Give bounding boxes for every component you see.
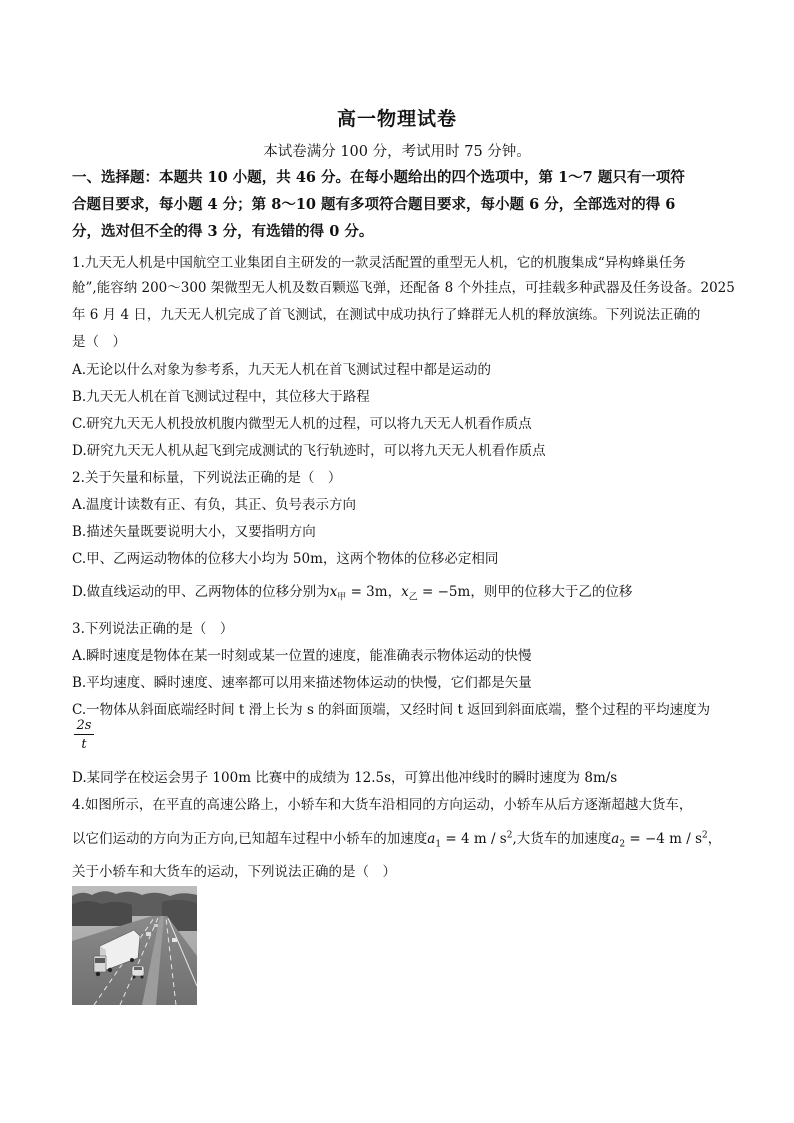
page-subtitle: 本试卷满分 100 分，考试用时 75 分钟。	[263, 144, 531, 160]
q1-stem-line-1: 1.九天无人机是中国航空工业集团自主研发的一款灵活配置的重型无人机，它的机腹集成“异构蜂巢任务	[72, 255, 686, 271]
q1-option-d: D.研究九天无人机从起飞到完成测试的飞行轨迹时，可以将九天无人机看作质点	[72, 443, 546, 459]
q2-option-d: D.做直线运动的甲、乙两物体的位移分别为$x_甲 = 3m$，$x_乙 = -5m$，则甲的位移大于乙的位移	[72, 584, 633, 603]
q2-option-c: C.甲、乙两运动物体的位移大小均为 50m，这两个物体的位移必定相同	[72, 551, 499, 567]
fraction-denominator: t	[81, 737, 87, 752]
q3-option-d: D.某同学在校运会男子 100m 比赛中的成绩为 12.5s，可算出他冲线时的瞬时速度为 8m/s	[72, 770, 618, 786]
q1-option-a: A.无论以什么对象为参考系，九天无人机在首飞测试过程中都是运动的	[72, 362, 492, 378]
fraction-numerator: 2s	[74, 718, 94, 735]
section-heading-line-2: 合题目要求，每小题 4 分；第 8～10 题有多项符合题目要求，每小题 6 分，全部选对的得 6	[72, 196, 676, 213]
q1-option-c: C.研究九天无人机投放机腹内微型无人机的过程，可以将九天无人机看作质点	[72, 416, 532, 432]
q4-stem-line-3: 关于小轿车和大货车的运动，下列说法正确的是（ ）	[72, 864, 396, 880]
section-heading-line-1: 一、选择题：本题共 10 小题，共 46 分。在每小题给出的四个选项中，第 1～7 题只有一项符	[72, 169, 685, 186]
q2-option-b: B.描述矢量既要说明大小，又要指明方向	[72, 524, 316, 540]
q3-stem: 3.下列说法正确的是（ ）	[72, 621, 234, 637]
page-title: 高一物理试卷	[336, 108, 457, 130]
q1-stem-line-3: 年 6 月 4 日，九天无人机完成了首飞测试，在测试中成功执行了蜂群无人机的释放演练。下列说法正确的	[72, 307, 701, 323]
q1-option-b: B.九天无人机在首飞测试过程中，其位移大于路程	[72, 389, 370, 405]
q2-stem: 2.关于矢量和标量，下列说法正确的是（ ）	[72, 470, 342, 486]
q3-option-b: B.平均速度、瞬时速度、速率都可以用来描述物体运动的快慢，它们都是矢量	[72, 675, 532, 691]
q4-stem-line-1: 4.如图所示，在平直的高速公路上，小轿车和大货车沿相同的方向运动，小轿车从后方逐渐超越大货车，	[72, 797, 693, 813]
highway-photo-drawing	[72, 886, 197, 1005]
section-heading-line-3: 分，选对但不全的得 3 分，有选错的得 0 分。	[72, 223, 374, 240]
q1-stem-line-2: 舱”,能容纳 200～300 架微型无人机及数百颗巡飞弹，还配备 8 个外挂点，可挂载多种武器及任务设备。2025	[72, 280, 735, 296]
q3-option-a: A.瞬时速度是物体在某一时刻或某一位置的速度，能准确表示物体运动的快慢	[72, 648, 532, 664]
q3-option-c-fraction	[74, 718, 94, 752]
q4-stem-line-2: 以它们运动的方向为正方向,已知超车过程中小轿车的加速度$a_1 = 4$ m / $s^2$,大货车的加速度$a_2 = -4$ m / $s^2$，	[72, 830, 722, 850]
q2-option-a: A.温度计读数有正、有负，其正、负号表示方向	[72, 497, 357, 513]
highway-photo	[72, 886, 197, 1005]
q3-option-c: C.一物体从斜面底端经时间 t 滑上长为 s 的斜面顶端，又经时间 t 返回到斜面底端，整个过程的平均速度为	[72, 702, 711, 718]
q1-stem-line-4: 是（ ）	[72, 334, 126, 350]
